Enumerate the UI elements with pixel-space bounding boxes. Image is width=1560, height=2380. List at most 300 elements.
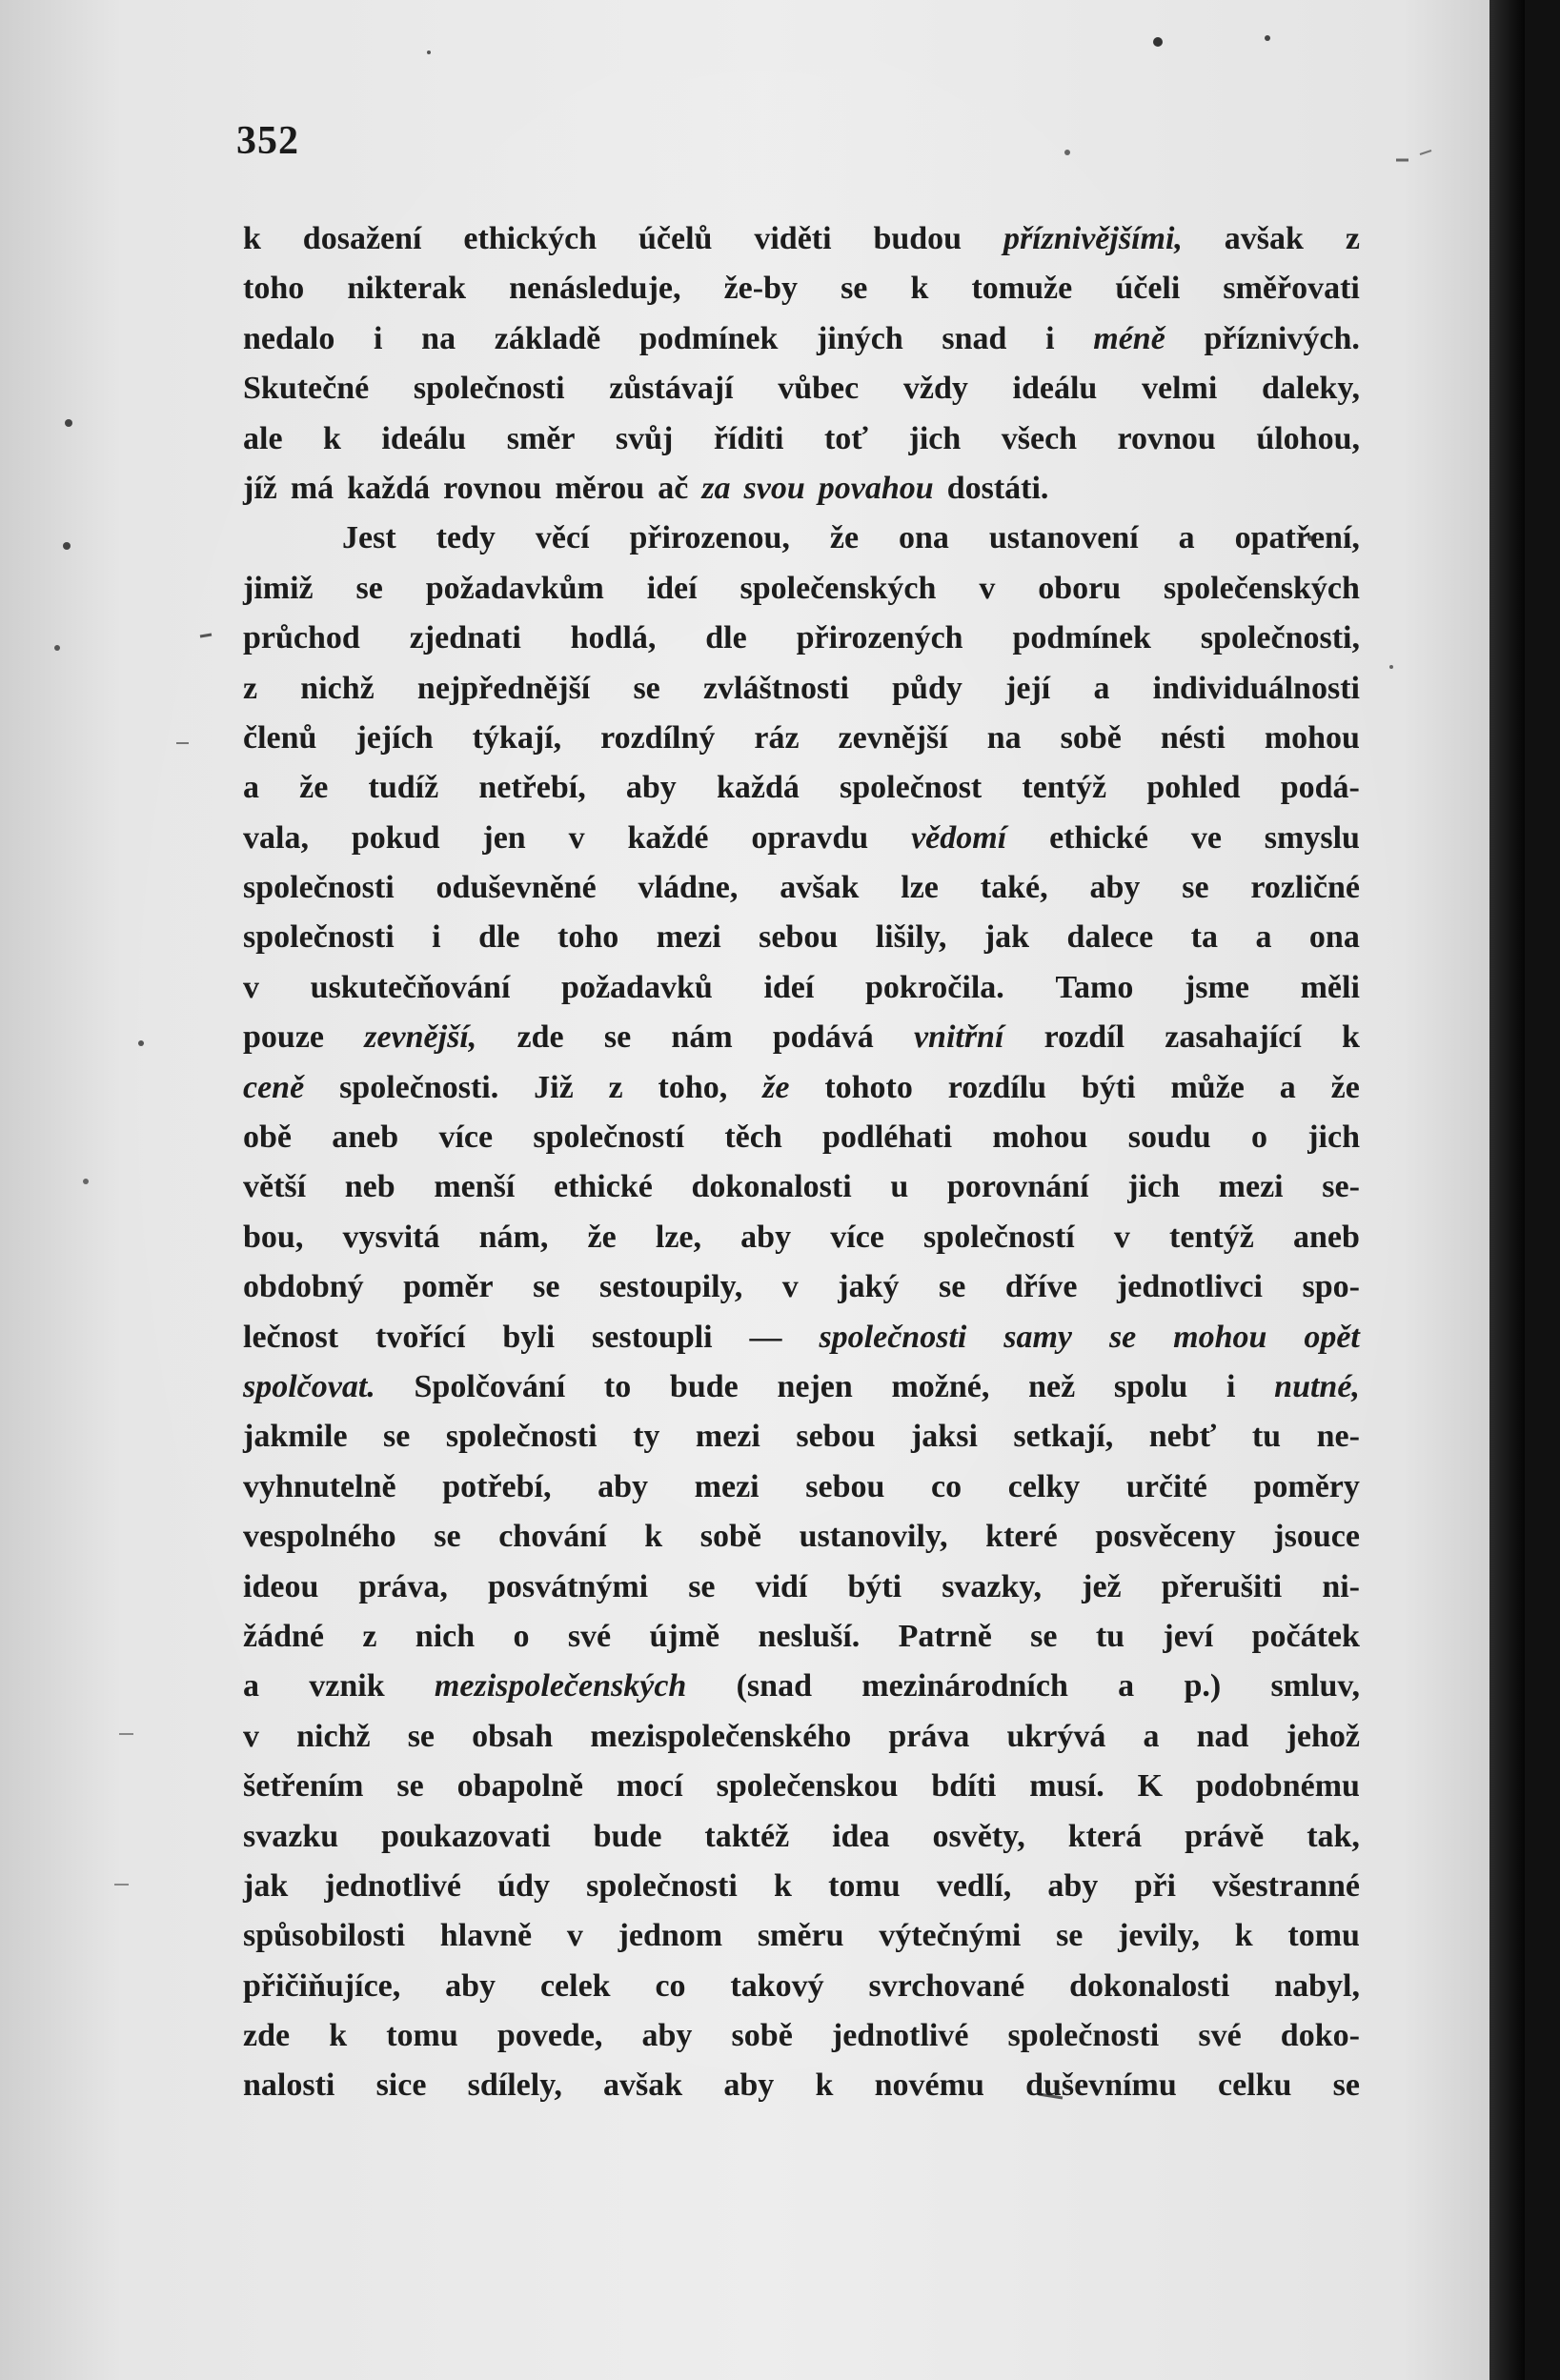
- word: podmínek: [638, 320, 779, 356]
- word: viděti: [754, 221, 832, 256]
- word: dostáti.: [946, 470, 1049, 506]
- word: i: [432, 919, 441, 956]
- word: a: [243, 770, 259, 806]
- word: i: [1045, 320, 1055, 356]
- word: a: [1093, 670, 1110, 706]
- word: zůstávají: [609, 371, 734, 407]
- word: oduševněné: [436, 870, 597, 906]
- word: o: [513, 1618, 530, 1654]
- word: toho: [557, 919, 619, 956]
- word: jíž: [243, 470, 277, 506]
- word: svůj: [615, 420, 674, 456]
- word: aby: [445, 1967, 496, 2004]
- word: vznik: [309, 1668, 385, 1704]
- word: tudíž: [368, 770, 439, 806]
- word: jeví: [1163, 1618, 1214, 1654]
- word: jak: [243, 1867, 289, 1904]
- word: k: [815, 2067, 834, 2104]
- word: novému: [874, 2067, 984, 2104]
- word: svazku: [243, 1818, 339, 1854]
- word: právě: [1185, 1818, 1265, 1854]
- word: určité: [1125, 1468, 1207, 1504]
- word: nabyl,: [1274, 1967, 1360, 2004]
- word: tentýž: [1022, 770, 1107, 806]
- word: smluv,: [1270, 1668, 1360, 1704]
- word: Patrně: [898, 1618, 992, 1654]
- text-line: [243, 1712, 1360, 1762]
- word: tomu: [1287, 1918, 1360, 1954]
- word: se: [533, 1269, 560, 1305]
- word: z: [608, 1069, 623, 1105]
- word: že-by: [723, 271, 798, 307]
- word: tomuže: [971, 271, 1073, 307]
- word: se: [633, 670, 660, 706]
- text-line: [243, 1313, 1360, 1362]
- word: býti: [1081, 1069, 1136, 1105]
- word: obdobný: [243, 1269, 364, 1305]
- text-line: [243, 1063, 1360, 1113]
- word: nesluší.: [758, 1618, 861, 1654]
- text-line: [243, 1512, 1360, 1562]
- emphasized-word: mohou: [1173, 1319, 1267, 1355]
- word: individuálnosti: [1152, 670, 1360, 706]
- word: podmínek: [1012, 620, 1151, 656]
- word: jednom: [618, 1918, 723, 1954]
- word: se-: [1322, 1169, 1360, 1205]
- word: o: [1250, 1119, 1267, 1156]
- word: vůbec: [778, 371, 860, 407]
- word: mocí: [616, 1768, 683, 1805]
- word: aby: [723, 2067, 775, 2104]
- word: rozdíl: [1043, 1019, 1125, 1056]
- word: v: [1113, 1219, 1130, 1255]
- word: lečnost: [243, 1319, 339, 1355]
- word: pokročila.: [865, 969, 1004, 1005]
- word: než: [1028, 1368, 1076, 1404]
- word: společností: [533, 1119, 685, 1156]
- word: bdíti: [931, 1768, 997, 1805]
- word: podléhati: [822, 1119, 953, 1156]
- word: možné,: [891, 1368, 990, 1404]
- word: více: [438, 1119, 494, 1156]
- word: při: [1134, 1867, 1176, 1904]
- word: tohoto: [824, 1069, 913, 1105]
- emphasized-word: příznivějšími,: [1003, 221, 1183, 256]
- word: jiných: [817, 320, 903, 356]
- word: Tamo: [1055, 969, 1134, 1005]
- word: ale: [243, 420, 283, 456]
- word: idea: [832, 1818, 890, 1854]
- emphasized-word: ceně: [243, 1069, 305, 1105]
- emphasized-word: že: [762, 1069, 790, 1105]
- word: přerušiti: [1161, 1568, 1283, 1604]
- word: toť: [823, 420, 869, 456]
- word: smyslu: [1264, 819, 1360, 856]
- word: tu: [1251, 1419, 1282, 1455]
- word: jsouce: [1273, 1519, 1360, 1555]
- word: obsah: [472, 1718, 554, 1754]
- word: musí.: [1029, 1768, 1104, 1805]
- word: k: [1342, 1019, 1360, 1056]
- word: opravdu: [751, 819, 869, 856]
- word: směřovati: [1223, 271, 1360, 307]
- word: to: [603, 1368, 632, 1404]
- word: svazky,: [942, 1568, 1043, 1604]
- word: nedalo: [243, 320, 335, 356]
- word: a: [1279, 1069, 1296, 1105]
- word: u: [890, 1169, 909, 1205]
- word: žádné: [243, 1618, 324, 1654]
- word: a: [1178, 520, 1195, 556]
- word: jich: [1127, 1169, 1181, 1205]
- word: avšak: [1224, 221, 1304, 256]
- word: lze: [901, 870, 939, 906]
- text-line: [243, 264, 1360, 313]
- word: nejpřednější: [416, 670, 591, 706]
- word: aby: [1047, 1867, 1099, 1904]
- word: dříve: [1004, 1269, 1078, 1305]
- text-line: [243, 664, 1360, 714]
- word: jakmile: [243, 1419, 348, 1455]
- word: býti: [847, 1568, 902, 1604]
- word: vysvitá: [342, 1219, 440, 1255]
- word: újmě: [649, 1618, 720, 1654]
- text-line: [243, 1262, 1360, 1312]
- word: těch: [724, 1119, 782, 1156]
- word: měli: [1300, 969, 1360, 1005]
- word: nésti: [1160, 719, 1226, 756]
- word: ráz: [754, 719, 800, 756]
- word: tedy: [436, 520, 496, 556]
- word: své: [1198, 2018, 1242, 2054]
- word: oboru: [1038, 570, 1122, 606]
- word: bude: [593, 1818, 662, 1854]
- word: účeli: [1115, 271, 1181, 307]
- word: každá: [716, 770, 800, 806]
- word: která: [1067, 1818, 1143, 1854]
- word: šetřením: [243, 1768, 364, 1805]
- word: sice: [375, 2067, 427, 2104]
- word: aneb: [332, 1119, 399, 1156]
- word: hlavně: [439, 1918, 533, 1954]
- word: vidí: [755, 1568, 808, 1604]
- word: jsme: [1184, 969, 1249, 1005]
- word: a: [1118, 1668, 1135, 1704]
- word: jednotlivé: [831, 2018, 969, 2054]
- word: se: [939, 1269, 966, 1305]
- word: avšak: [603, 2067, 683, 2104]
- text-line: [243, 314, 1360, 364]
- word: každé: [627, 819, 709, 856]
- word: zvláštnosti: [702, 670, 849, 706]
- word: práva: [888, 1718, 970, 1754]
- text-line: [243, 1462, 1360, 1512]
- word: nalosti: [243, 2067, 335, 2104]
- text-line: [243, 1862, 1360, 1911]
- word: zasahající: [1165, 1019, 1302, 1056]
- word: tomu: [386, 2018, 458, 2054]
- word: příznivých.: [1204, 320, 1360, 356]
- word: mezi: [1218, 1169, 1284, 1205]
- word: aby: [625, 770, 677, 806]
- word: více: [830, 1219, 884, 1255]
- word: sebou: [805, 1468, 885, 1504]
- text-line: [243, 1762, 1360, 1811]
- word: jen: [482, 819, 526, 856]
- word: v: [243, 1718, 259, 1754]
- word: obapolně: [456, 1768, 583, 1805]
- text-line: [243, 1962, 1360, 2011]
- emphasized-word: samy: [1003, 1319, 1073, 1355]
- word: Jest: [342, 520, 396, 556]
- word: nad: [1196, 1718, 1249, 1754]
- word: své: [567, 1618, 612, 1654]
- word: nichž: [296, 1718, 371, 1754]
- word: chování: [498, 1519, 607, 1555]
- text-line: [243, 214, 1360, 264]
- word: společnosti: [243, 870, 395, 906]
- word: nichž: [300, 670, 375, 706]
- text-line: [243, 963, 1360, 1013]
- word: v: [979, 570, 996, 606]
- word: základě: [494, 320, 601, 356]
- word: k: [1234, 1918, 1253, 1954]
- word: půdy: [892, 670, 962, 706]
- text-line: [243, 763, 1360, 813]
- text-line: [243, 614, 1360, 663]
- word: ideí: [763, 969, 815, 1005]
- word: dokonalosti: [691, 1169, 852, 1205]
- word: požadavkům: [425, 570, 604, 606]
- word: se: [434, 1519, 461, 1555]
- word: tu: [1095, 1618, 1125, 1654]
- word: všech: [1001, 420, 1078, 456]
- word: nich: [415, 1618, 476, 1654]
- word: jich: [1307, 1119, 1360, 1156]
- word: dosažení: [302, 221, 422, 256]
- word: toho,: [658, 1069, 728, 1105]
- text-line: [243, 564, 1360, 614]
- word: velmi: [1142, 371, 1218, 407]
- word: ty: [633, 1419, 660, 1455]
- word: vždy: [902, 371, 968, 407]
- word: na: [421, 320, 456, 356]
- word: aby: [740, 1219, 792, 1255]
- text-line: [243, 714, 1360, 763]
- word: tvořící: [375, 1319, 466, 1355]
- word: mezi: [695, 1419, 760, 1455]
- emphasized-word: svou: [743, 470, 805, 506]
- word: K: [1137, 1768, 1164, 1805]
- emphasized-word: za: [701, 470, 731, 506]
- word: nám: [671, 1019, 733, 1056]
- text-line: [243, 464, 1360, 514]
- word: z: [1345, 221, 1360, 256]
- word: v: [566, 1918, 583, 1954]
- word: tomu: [828, 1867, 901, 1904]
- word: soudu: [1127, 1119, 1211, 1156]
- word: všestranné: [1212, 1867, 1360, 1904]
- word: avšak: [780, 870, 860, 906]
- word: mezi: [694, 1468, 760, 1504]
- word: sestoupli: [592, 1319, 713, 1355]
- word: jednotlivé: [324, 1867, 461, 1904]
- word: jednotlivci: [1116, 1269, 1263, 1305]
- word: ideou: [243, 1568, 319, 1604]
- word: nejen: [777, 1368, 853, 1404]
- word: posvěceny: [1095, 1519, 1236, 1555]
- body-text: [243, 214, 1360, 2111]
- text-line: [243, 814, 1360, 863]
- word: potřebí,: [442, 1468, 552, 1504]
- word: p.): [1184, 1668, 1222, 1704]
- word: zde: [517, 1019, 564, 1056]
- word: menší: [434, 1169, 516, 1205]
- word: společnosti: [413, 371, 565, 407]
- word: bou,: [243, 1219, 304, 1255]
- word: vyhnutelně: [243, 1468, 396, 1504]
- word: podá-: [1280, 770, 1360, 806]
- word: že: [587, 1219, 617, 1255]
- word: posvátnými: [487, 1568, 649, 1604]
- text-line: [243, 1812, 1360, 1862]
- text-line: [243, 913, 1360, 962]
- word: společnosti: [1007, 2018, 1160, 2054]
- word: společenskou: [716, 1768, 899, 1805]
- word: se: [383, 1419, 411, 1455]
- word: rovnou: [443, 470, 542, 506]
- emphasized-word: mezispolečenských: [434, 1668, 687, 1704]
- word: ukrývá: [1006, 1718, 1106, 1754]
- word: sdílely,: [467, 2067, 562, 2104]
- word: ethické: [1049, 819, 1148, 856]
- word: tentýž: [1169, 1219, 1254, 1255]
- word: ve: [1190, 819, 1222, 856]
- word: co: [931, 1468, 962, 1504]
- word: se: [688, 1568, 716, 1604]
- word: ač: [658, 470, 689, 506]
- word: požadavků: [561, 969, 713, 1005]
- word: dle: [478, 919, 520, 956]
- text-line: [243, 1213, 1360, 1262]
- word: dle: [705, 620, 747, 656]
- word: celku: [1218, 2067, 1292, 2104]
- text-line: [243, 1612, 1360, 1662]
- word: ona: [899, 520, 949, 556]
- word: a: [1143, 1718, 1160, 1754]
- word: říditi: [713, 420, 784, 456]
- emphasized-word: opět: [1304, 1319, 1360, 1355]
- word: výtečnými: [879, 1918, 1022, 1954]
- text-line: [243, 1362, 1360, 1412]
- word: přičiňujíce,: [243, 1967, 401, 2004]
- word: účelů: [638, 221, 713, 256]
- word: práva,: [358, 1568, 448, 1604]
- word: se: [396, 1768, 424, 1805]
- word: k: [644, 1519, 663, 1555]
- word: spo-: [1302, 1269, 1360, 1305]
- word: ethických: [463, 221, 598, 256]
- word: lze,: [655, 1219, 702, 1255]
- word: osvěty,: [932, 1818, 1025, 1854]
- word: spolu: [1113, 1368, 1188, 1404]
- word: že: [1330, 1069, 1360, 1105]
- word: v: [781, 1269, 799, 1305]
- word: se: [355, 570, 383, 606]
- word: k: [323, 420, 341, 456]
- word: k: [329, 2018, 348, 2054]
- word: směru: [757, 1918, 844, 1954]
- emphasized-word: vnitřní: [913, 1019, 1004, 1056]
- word: nenásleduje,: [509, 271, 681, 307]
- word: ustanovily,: [799, 1519, 948, 1555]
- word: se: [1056, 1918, 1084, 1954]
- word: že: [299, 770, 329, 806]
- word: z: [243, 670, 258, 706]
- word: Již: [534, 1069, 574, 1105]
- text-line: [243, 1911, 1360, 1961]
- word: ideí: [646, 570, 698, 606]
- word: v: [243, 969, 259, 1005]
- word: k: [773, 1867, 792, 1904]
- word: vala,: [243, 819, 309, 856]
- text-line: [243, 364, 1360, 413]
- word: setkají,: [1013, 1419, 1114, 1455]
- emphasized-word: společnosti: [819, 1319, 967, 1355]
- word: ne-: [1316, 1419, 1360, 1455]
- word: mezi: [656, 919, 721, 956]
- word: lišily,: [875, 919, 947, 956]
- word: spůsobilosti: [243, 1918, 406, 1954]
- word: i: [1226, 1368, 1236, 1404]
- word: pohled: [1146, 770, 1241, 806]
- word: přirozených: [796, 620, 963, 656]
- word: poměry: [1253, 1468, 1360, 1504]
- word: průchod: [243, 620, 360, 656]
- word: —: [749, 1319, 782, 1355]
- word: věcí: [535, 520, 590, 556]
- text-line: [243, 2011, 1360, 2061]
- word: společností: [923, 1219, 1075, 1255]
- word: které: [985, 1519, 1058, 1555]
- word: ideálu: [381, 420, 467, 456]
- page-number: 352: [236, 119, 299, 163]
- word: i: [374, 320, 383, 356]
- word: počátek: [1251, 1618, 1360, 1654]
- word: aby: [641, 2018, 693, 2054]
- word: sebou: [759, 919, 839, 956]
- word: společnost: [840, 770, 983, 806]
- word: členů: [243, 719, 317, 756]
- word: obě: [243, 1119, 292, 1156]
- emphasized-word: povahou: [818, 470, 934, 506]
- word: jež: [1082, 1568, 1122, 1604]
- word: ta: [1190, 919, 1218, 956]
- word: přirozenou,: [629, 520, 790, 556]
- word: údy: [497, 1867, 550, 1904]
- word: může: [1170, 1069, 1245, 1105]
- emphasized-word: zevnější,: [364, 1019, 477, 1056]
- text-line: [243, 1662, 1360, 1711]
- word: k: [243, 221, 261, 256]
- word: se: [603, 1019, 632, 1056]
- word: v: [568, 819, 585, 856]
- word: celky: [1007, 1468, 1081, 1504]
- word: společnosti,: [1200, 620, 1360, 656]
- word: společenských: [739, 570, 937, 606]
- word: neb: [344, 1169, 395, 1205]
- word: rozličné: [1250, 870, 1360, 906]
